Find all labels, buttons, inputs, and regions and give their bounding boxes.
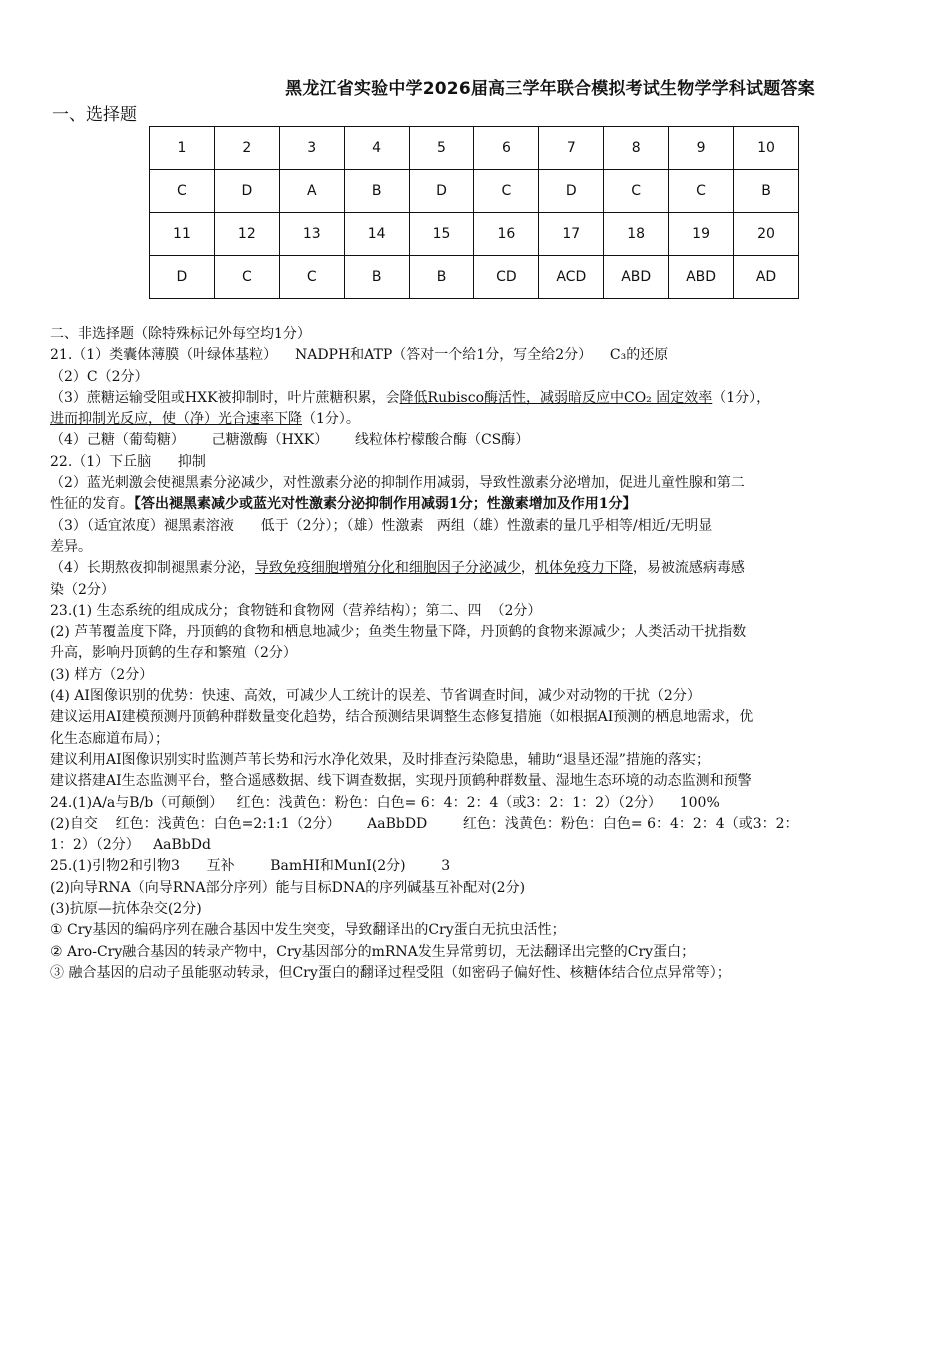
answer-line-25-1: 25.(1)引物2和引物3 互补 BamHI和MunI(2分) 3 (50, 858, 451, 875)
answer-line-22-1: 22.（1）下丘脑 抑制 (50, 453, 206, 470)
answer-line-21-3-cont (50, 409, 910, 430)
answer-line-23-2: (2) 芦苇覆盖度下降，丹顶鹤的食物和栖息地减少；鱼类生物量下降，丹顶鹤的食物来源减少；人类活动干扰指数 (50, 624, 747, 641)
question-number: 2 (214, 127, 279, 170)
answer-cell: A (279, 170, 344, 213)
question-number: 16 (474, 213, 539, 256)
question-number: 1 (150, 127, 215, 170)
question-number: 5 (409, 127, 474, 170)
question-number: 12 (214, 213, 279, 256)
section-heading-choice: 一、选择题 (52, 105, 137, 125)
question-number: 6 (474, 127, 539, 170)
answer-cell: C (604, 170, 669, 213)
answer-cell: C (279, 256, 344, 299)
answer-line-21-1: 21.（1）类囊体薄膜（叶绿体基粒） NADPH和ATP（答对一个给1分，写全给2分） C₃的还原 (50, 347, 669, 364)
text-span: ，易被流感病毒感 (632, 560, 745, 577)
answer-line-22-4 (50, 558, 910, 579)
answer-line-23-4: (4) AI图像识别的优势：快速、高效，可减少人工统计的误差、节省调查时间，减少对动物的干扰（2分） (50, 688, 701, 705)
answer-cell: D (539, 170, 604, 213)
answer-line-23-4-b: 建议运用AI建模预测丹顶鹤种群数量变化趋势，结合预测结果调整生态修复措施（如根据AI预测的栖息地需求，优 (50, 709, 754, 726)
table-row-answers-2 (150, 256, 799, 299)
answer-cell: B (734, 170, 799, 213)
answer-cell: AD (734, 256, 799, 299)
question-number: 15 (409, 213, 474, 256)
answer-cell: C (474, 170, 539, 213)
answer-cell: B (409, 256, 474, 299)
scoring-note: 【答出褪黑素减少或蓝光对性激素分泌抑制作用减弱1分；性激素增加及作用1分】 (134, 496, 637, 513)
answer-cell: C (669, 170, 734, 213)
answer-line-22-2: （2）蓝光刺激会使褪黑素分泌减少，对性激素分泌的抑制作用减弱，导致性激素分泌增加，促进儿童性腺和第二 (50, 475, 745, 492)
answer-cell: ABD (669, 256, 734, 299)
answer-cell: C (150, 170, 215, 213)
answer-cell: D (214, 170, 279, 213)
answer-line-23-2-cont: 升高，影响丹顶鹤的生存和繁殖（2分） (50, 645, 297, 662)
answer-line-22-3-cont: 差异。 (50, 538, 92, 555)
non-choice-answers (50, 324, 910, 984)
document-title: 黑龙江省实验中学2026届高三学年联合模拟考试生物学学科试题答案 (285, 79, 815, 99)
answer-cell: CD (474, 256, 539, 299)
table-row-answers-1 (150, 170, 799, 213)
answer-cell: D (150, 256, 215, 299)
answer-line-24-2-cont: 1：2）（2分） AaBbDd (50, 837, 211, 854)
answer-line-25-2: (2)向导RNA（向导RNA部分序列）能与目标DNA的序列碱基互补配对(2分) (50, 879, 526, 896)
answer-line-25-3: (3)抗原—抗体杂交(2分) (50, 901, 202, 918)
text-span: （1分）， (712, 389, 771, 406)
table-row-numbers-2 (150, 213, 799, 256)
underlined-key-point: 导致免疫细胞增殖分化和细胞因子分泌减少 (254, 560, 521, 577)
answer-line-21-3 (50, 388, 910, 409)
question-number: 8 (604, 127, 669, 170)
text-span: 性征的发育。 (50, 496, 134, 513)
answer-line-22-4-cont: 染（2分） (50, 581, 115, 598)
question-number: 18 (604, 213, 669, 256)
underlined-key-point: 进而抑制光反应，使（净）光合速率下降 (50, 411, 302, 428)
answer-cell: ABD (604, 256, 669, 299)
answer-line-25-3-a: ① Cry基因的编码序列在融合基因中发生突变，导致翻译出的Cry蛋白无抗虫活性； (50, 922, 566, 939)
answer-line-22-2-cont (50, 494, 910, 515)
question-number: 20 (734, 213, 799, 256)
answer-cell: ACD (539, 256, 604, 299)
underlined-key-point: 降低Rubisco酶活性，减弱暗反应中CO₂ 固定效率 (399, 389, 713, 406)
question-number: 4 (344, 127, 409, 170)
question-number: 7 (539, 127, 604, 170)
question-number: 13 (279, 213, 344, 256)
answer-line-21-2: （2）C（2分） (50, 368, 149, 385)
answer-cell: B (344, 256, 409, 299)
question-number: 14 (344, 213, 409, 256)
question-number: 9 (669, 127, 734, 170)
table-row-numbers-1 (150, 127, 799, 170)
answer-line-23-4-c: 建议利用AI图像识别实时监测芦苇长势和污水净化效果，及时排查污染隐患，辅助“退垦还湿”措施的落实； (50, 751, 710, 768)
answer-line-24-2: (2)自交 红色：浅黄色：白色=2:1:1（2分） AaBbDD 红色：浅黄色：粉色：白色= 6：4：2：4（或3：2： (50, 815, 799, 832)
choice-answer-table (149, 126, 799, 299)
answer-cell: D (409, 170, 474, 213)
answer-cell: C (214, 256, 279, 299)
question-number: 17 (539, 213, 604, 256)
answer-cell: B (344, 170, 409, 213)
answer-line-23-3: (3) 样方（2分） (50, 666, 154, 683)
answer-line-23-4-b-cont: 化生态廊道布局）； (50, 730, 169, 747)
answer-line-25-3-b: ② Aro-Cry融合基因的转录产物中，Cry基因部分的mRNA发生异常剪切，无法翻译出完整的Cry蛋白； (50, 943, 696, 960)
section-heading-non-choice: 二、非选择题（除特殊标记外每空均1分） (50, 326, 311, 342)
text-span: ， (520, 560, 535, 577)
answer-line-21-4: （4）己糖（葡萄糖） 己糖激酶（HXK） 线粒体柠檬酸合酶（CS酶） (50, 432, 530, 449)
text-span: （4）长期熬夜抑制褪黑素分泌， (50, 560, 255, 577)
text-span: （3）蔗糖运输受阻或HXK被抑制时，叶片蔗糖积累，会 (50, 389, 400, 406)
question-number: 10 (734, 127, 799, 170)
answer-line-22-3: （3）（适宜浓度）褪黑素溶液 低于（2分）；（雄）性激素 两组（雄）性激素的量几乎相等/相近/无明显 (50, 517, 713, 534)
answer-line-25-3-c: ③ 融合基因的启动子虽能驱动转录，但Cry蛋白的翻译过程受阻（如密码子偏好性、核糖体结合位点异常等）； (50, 964, 731, 981)
answer-line-23-1: 23.(1) 生态系统的组成成分；食物链和食物网（营养结构）；第二、四 （2分） (50, 602, 542, 619)
text-span: （1分）。 (302, 411, 360, 428)
question-number: 3 (279, 127, 344, 170)
answer-line-24-1: 24.(1)A/a与B/b（可颠倒） 红色：浅黄色：粉色：白色= 6：4：2：4（或3：2：1：2）（2分） 100% (50, 794, 720, 811)
answer-line-23-4-d: 建议搭建AI生态监测平台，整合遥感数据、线下调查数据，实现丹顶鹤种群数量、湿地生态环境的动态监测和预警 (50, 773, 752, 790)
question-number: 11 (150, 213, 215, 256)
underlined-key-point: 机体免疫力下降 (534, 560, 633, 577)
question-number: 19 (669, 213, 734, 256)
